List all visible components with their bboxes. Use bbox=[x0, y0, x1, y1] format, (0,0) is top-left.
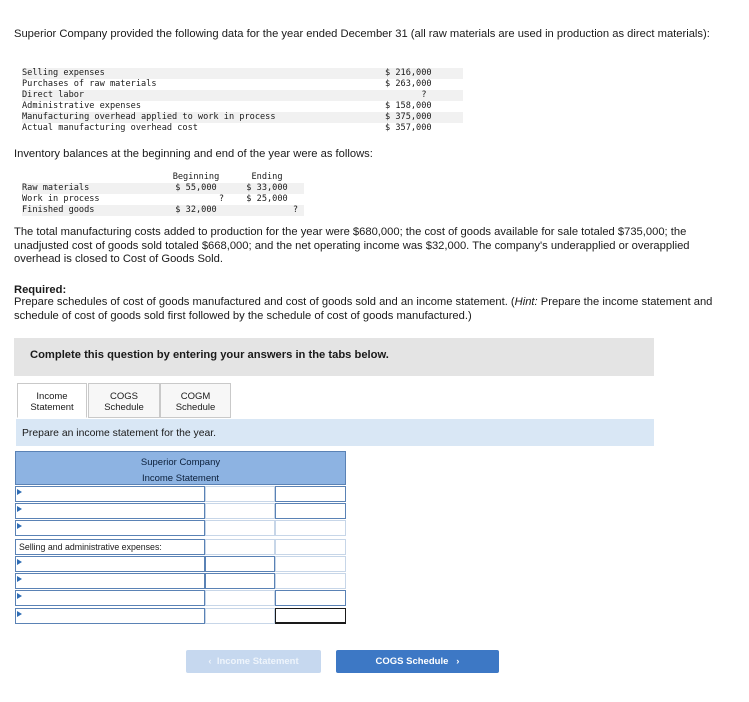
statement-title: Income Statement bbox=[141, 473, 220, 484]
table-row: Work in process ? $ 25,000 bbox=[22, 194, 288, 204]
amount-cell bbox=[205, 503, 275, 519]
problem-paragraph: The total manufacturing costs added to production for the year were $680,000; the cost of goods available for sale totaled $735,000; the unadjusted cost of goods sold totaled $668,000; and the net operating income was $32,000. The company's underapplied or overapplied overhead is closed to Cost of Goods Sold. bbox=[14, 226, 690, 265]
amount-cell bbox=[205, 539, 275, 555]
table-row: Administrative expenses $ 158,000 bbox=[22, 101, 432, 111]
chevron-right-icon: › bbox=[456, 656, 460, 667]
total-input[interactable] bbox=[275, 503, 346, 519]
tab-cogs-schedule[interactable]: COGS Schedule bbox=[88, 383, 160, 418]
amount-input[interactable] bbox=[205, 556, 275, 572]
total-cell bbox=[275, 573, 346, 589]
label-input[interactable] bbox=[15, 608, 205, 624]
next-button[interactable]: COGS Schedule › bbox=[336, 650, 499, 673]
amount-cell bbox=[205, 590, 275, 606]
total-cell bbox=[275, 539, 346, 555]
inventory-intro: Inventory balances at the beginning and end of the year were as follows: bbox=[14, 148, 373, 160]
tab-cogm-schedule[interactable]: COGM Schedule bbox=[160, 383, 231, 418]
company-name: Superior Company bbox=[140, 457, 221, 468]
chevron-left-icon: ‹ bbox=[208, 656, 212, 667]
required-title: Required: bbox=[14, 284, 67, 296]
table-row: Purchases of raw materials $ 263,000 bbox=[22, 79, 432, 89]
label-input[interactable] bbox=[15, 556, 205, 572]
data-table bbox=[22, 68, 463, 134]
label-input[interactable] bbox=[15, 520, 205, 536]
label-input[interactable] bbox=[15, 486, 205, 502]
hint-label: Hint: bbox=[514, 296, 538, 308]
table-header-row: Beginning Ending bbox=[172, 172, 283, 182]
table-row: Raw materials $ 55,000 $ 33,000 bbox=[22, 183, 304, 194]
total-input[interactable] bbox=[275, 486, 346, 502]
total-cell bbox=[275, 556, 346, 572]
total-input[interactable] bbox=[275, 608, 346, 624]
amount-cell bbox=[205, 486, 275, 502]
table-row: Manufacturing overhead applied to work in process $ 375,000 bbox=[22, 112, 463, 123]
table-row: Direct labor ? bbox=[22, 90, 463, 101]
amount-cell bbox=[205, 608, 275, 624]
intro-text: Superior Company provided the following data for the year ended December 31 (all raw materials are used in production as direct materials): bbox=[14, 28, 710, 40]
inventory-table bbox=[22, 172, 304, 216]
label-input[interactable] bbox=[15, 590, 205, 606]
table-row: Selling expenses $ 216,000 bbox=[22, 68, 463, 79]
table-row: Finished goods $ 32,000 ? bbox=[22, 205, 304, 216]
total-input[interactable] bbox=[275, 590, 346, 606]
statement-header bbox=[15, 451, 346, 485]
instructions-banner: Complete this question by entering your answers in the tabs below. bbox=[14, 338, 654, 376]
label-input[interactable] bbox=[15, 573, 205, 589]
required-text: Prepare schedules of cost of goods manufactured and cost of goods sold and an income statement. (Hint: Prepare the income statement and schedule of cost of goods sold first followed by the schedule of cost of goods manufactured.) bbox=[14, 296, 713, 322]
amount-cell bbox=[205, 520, 275, 536]
table-row: Actual manufacturing overhead cost $ 357,000 bbox=[22, 123, 432, 133]
total-cell bbox=[275, 520, 346, 536]
amount-input[interactable] bbox=[205, 573, 275, 589]
label-input[interactable] bbox=[15, 503, 205, 519]
tab-income-statement[interactable]: Income Statement bbox=[17, 383, 87, 418]
prev-button[interactable]: ‹ Income Statement bbox=[186, 650, 321, 673]
selling-admin-label: Selling and administrative expenses: bbox=[15, 539, 205, 555]
instruction-prompt: Prepare an income statement for the year. bbox=[16, 419, 654, 446]
